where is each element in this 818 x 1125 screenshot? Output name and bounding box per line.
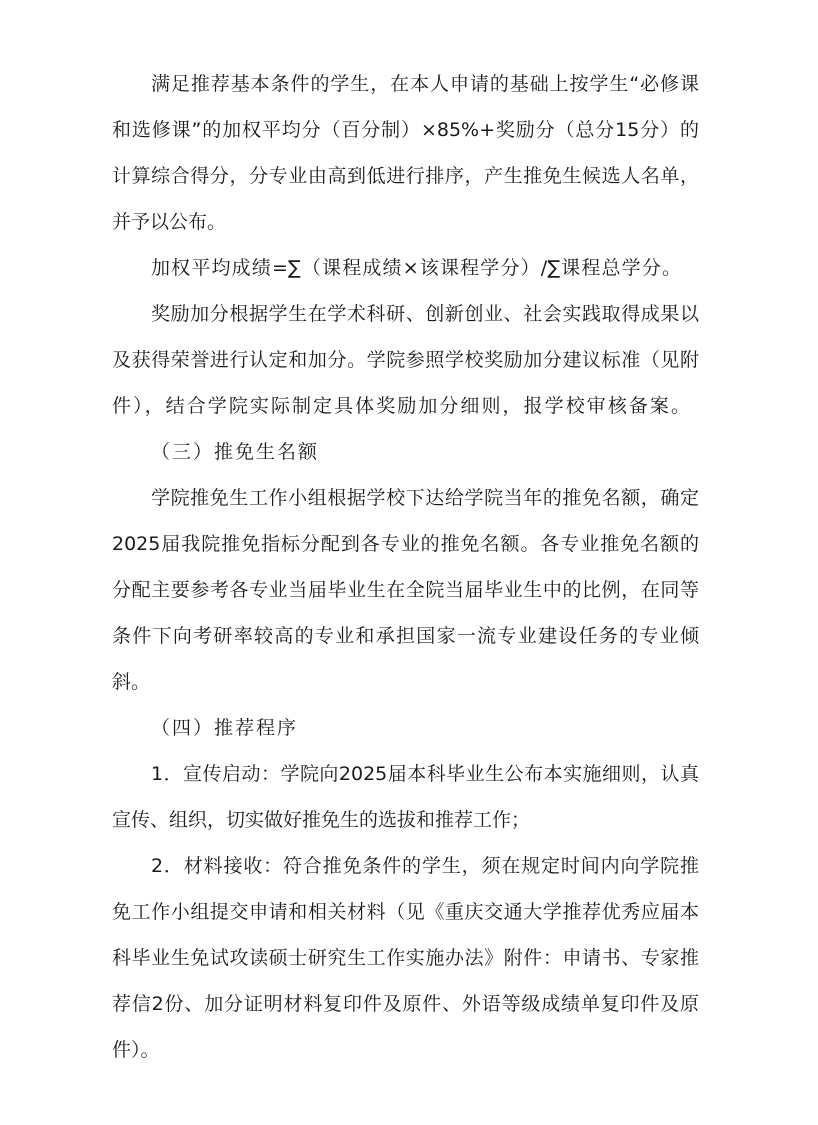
section-heading: （三）推免生名额 xyxy=(151,441,320,463)
list-item-text: 免工作小组提交申请和相关材料（见《重庆交通大学推荐优秀应届本 xyxy=(112,901,699,923)
paragraph-text: 斜。 xyxy=(112,671,151,693)
paragraph-line xyxy=(0,291,818,337)
paragraph-text: 并予以公布。 xyxy=(112,211,227,233)
paragraph-line xyxy=(0,521,818,567)
list-item-text: 科毕业生免试攻读硕士研究生工作实施办法》附件：申请书、专家推 xyxy=(112,947,699,969)
list-item-text: 2．材料接收：符合推免条件的学生，须在规定时间内向学院推 xyxy=(151,855,699,877)
list-item-line xyxy=(0,797,818,843)
list-item-text: 1．宣传启动：学院向2025届本科毕业生公布本实施细则，认真 xyxy=(151,763,699,785)
list-item-line xyxy=(0,935,818,981)
paragraph-line xyxy=(0,613,818,659)
formula-line xyxy=(0,245,818,291)
list-item-text: 荐信2份、加分证明材料复印件及原件、外语等级成绩单复印件及原 xyxy=(112,993,699,1015)
paragraph-text: 条件下向考研率较高的专业和承担国家一流专业建设任务的专业倾 xyxy=(112,625,699,647)
paragraph-line xyxy=(0,107,818,153)
paragraph-line xyxy=(0,61,818,107)
paragraph-line xyxy=(0,337,818,383)
paragraph-line xyxy=(0,567,818,613)
section-heading: （四）推荐程序 xyxy=(151,717,299,739)
formula-text: 加权平均成绩=∑（课程成绩×该课程学分）/∑课程总学分。 xyxy=(151,257,681,279)
list-item-text: 件）。 xyxy=(112,1039,160,1061)
list-item-line xyxy=(0,981,818,1027)
paragraph-text: 件），结合学院实际制定具体奖励加分细则，报学校审核备案。 xyxy=(112,395,690,417)
paragraph-text: 2025届我院推免指标分配到各专业的推免名额。各专业推免名额的 xyxy=(112,533,699,555)
list-item-line xyxy=(0,1027,818,1073)
paragraph-text: 计算综合得分，分专业由高到低进行排序，产生推免生候选人名单， xyxy=(112,165,699,187)
paragraph-text: 满足推荐基本条件的学生，在本人申请的基础上按学生“必修课 xyxy=(151,73,699,95)
list-item-line xyxy=(0,751,818,797)
paragraph-line xyxy=(0,199,818,245)
paragraph-text: 学院推免生工作小组根据学校下达给学院当年的推免名额，确定 xyxy=(151,487,699,509)
paragraph-line xyxy=(0,153,818,199)
paragraph-line xyxy=(0,659,818,705)
list-item-line xyxy=(0,843,818,889)
paragraph-line xyxy=(0,475,818,521)
list-item-text: 宣传、组织，切实做好推免生的选拔和推荐工作； xyxy=(112,809,531,831)
paragraph-text: 和选修课”的加权平均分（百分制）×85%+奖励分（总分15分）的 xyxy=(112,119,699,141)
paragraph-text: 分配主要参考各专业当届毕业生在全院当届毕业生中的比例，在同等 xyxy=(112,579,699,601)
section-heading-line xyxy=(0,429,818,475)
section-heading-line xyxy=(0,705,818,751)
paragraph-text: 奖励加分根据学生在学术科研、创新创业、社会实践取得成果以 xyxy=(151,303,699,325)
paragraph-line xyxy=(0,383,818,429)
list-item-line xyxy=(0,889,818,935)
paragraph-text: 及获得荣誉进行认定和加分。学院参照学校奖励加分建议标准（见附 xyxy=(112,349,699,371)
